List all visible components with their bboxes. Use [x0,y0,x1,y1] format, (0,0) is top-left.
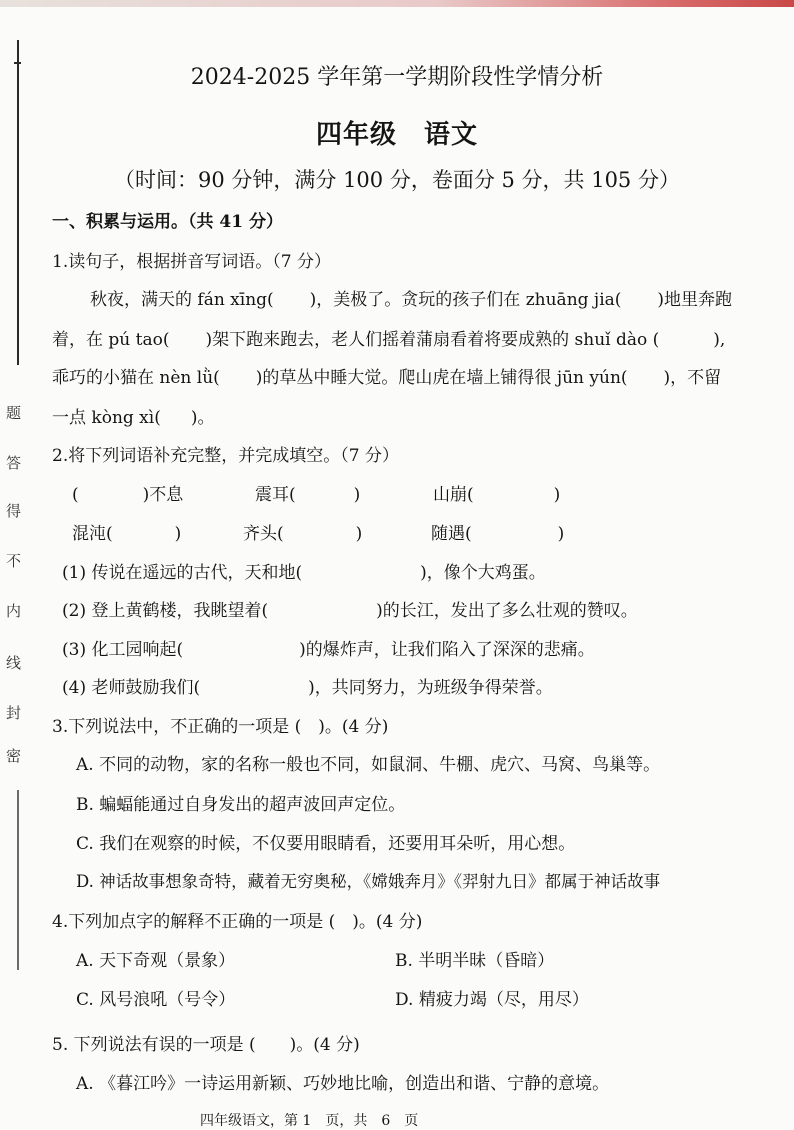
seal-char: 得 [6,502,22,520]
q3-option-b: B. 蝙蝠能通过自身发出的超声波回声定位。 [76,795,406,815]
seal-char: 题 [6,404,22,422]
q3-option-d: D. 神话故事想象奇特，藏着无穷奥秘，《嫦娥奔月》《羿射九日》都属于神话故事 [76,872,661,891]
section-heading: 一、积累与运用。（共 41 分） [52,212,283,232]
seal-char: 密 [6,747,22,765]
q2-word: 山崩( ) [433,485,561,505]
q2-sentence-4: (4) 老师鼓励我们( )，共同努力，为班级争得荣誉。 [62,678,553,698]
q1-line2: 着，在 pú tao( )架下跑来跑去，老人们摇着蒲扇看着将要成熟的 shuǐ dào ( ), [52,330,726,350]
q1-stem: 1.读句子，根据拼音写词语。（7 分） [52,252,331,272]
q2-word: 齐头( ) [243,524,363,544]
q2-sentence-3: (3) 化工园响起( )的爆炸声，让我们陷入了深深的悲痛。 [62,640,595,660]
q2-word: 随遇( ) [431,524,565,544]
exam-title: 2024-2025 学年第一学期阶段性学情分析 [190,65,604,90]
seal-char: 封 [6,704,22,722]
q2-sentence-2: (2) 登上黄鹤楼，我眺望着( )的长江，发出了多么壮观的赞叹。 [62,601,638,621]
seal-char: 线 [6,654,22,672]
q4-option-c: C. 风号浪吼（号令） [76,990,236,1010]
top-color-strip [0,0,794,7]
seal-char: 答 [6,454,22,472]
q1-line3: 乖巧的小猫在 nèn lǜ( )的草丛中睡大觉。爬山虎在墙上铺得很 jūn yún( )，不留 [52,368,722,388]
q4-stem: 4.下列加点字的解释不正确的一项是 ( )。(4 分) [52,912,423,932]
page-footer: 四年级语文，第 1 页，共 6 页 [200,1113,419,1129]
q4-option-b: B. 半明半昧（昏暗） [395,951,555,971]
q4-option-d: D. 精疲力竭（尽，用尽） [395,990,589,1010]
q3-option-a: A. 不同的动物，家的名称一般也不同，如鼠洞、牛棚、虎穴、马窝、鸟巢等。 [76,755,661,775]
q2-word: ( )不息 [72,485,184,505]
seal-char: 不 [6,552,22,570]
q3-option-c: C. 我们在观察的时候，不仅要用眼睛看，还要用耳朵听，用心想。 [76,834,576,854]
q4-option-a: A. 天下奇观（景象） [76,951,236,971]
q2-stem: 2.将下列词语补充完整，并完成填空。（7 分） [52,446,399,466]
q1-line1: 秋夜，满天的 fán xīng( )，美极了。贪玩的孩子们在 zhuāng jia( )地里奔跑 [90,290,733,310]
exam-subtitle: 四年级 语文 [315,120,478,150]
binding-line-lower [17,790,19,970]
exam-meta: （时间：90 分钟，满分 100 分，卷面分 5 分，共 105 分） [114,168,680,192]
q3-stem: 3.下列说法中，不正确的一项是 ( )。(4 分) [52,717,389,737]
q2-sentence-1: (1) 传说在遥远的古代，天和地( )，像个大鸡蛋。 [62,563,546,583]
q2-word: 震耳( ) [255,485,361,505]
q1-line4: 一点 kòng xì( )。 [52,408,215,428]
q5-option-a: A. 《暮江吟》一诗运用新颖、巧妙地比喻，创造出和谐、宁静的意境。 [76,1074,610,1094]
q2-word: 混沌( ) [72,524,182,544]
seal-char: 内 [6,602,22,620]
q5-stem: 5. 下列说法有误的一项是 ( )。(4 分) [52,1035,360,1055]
